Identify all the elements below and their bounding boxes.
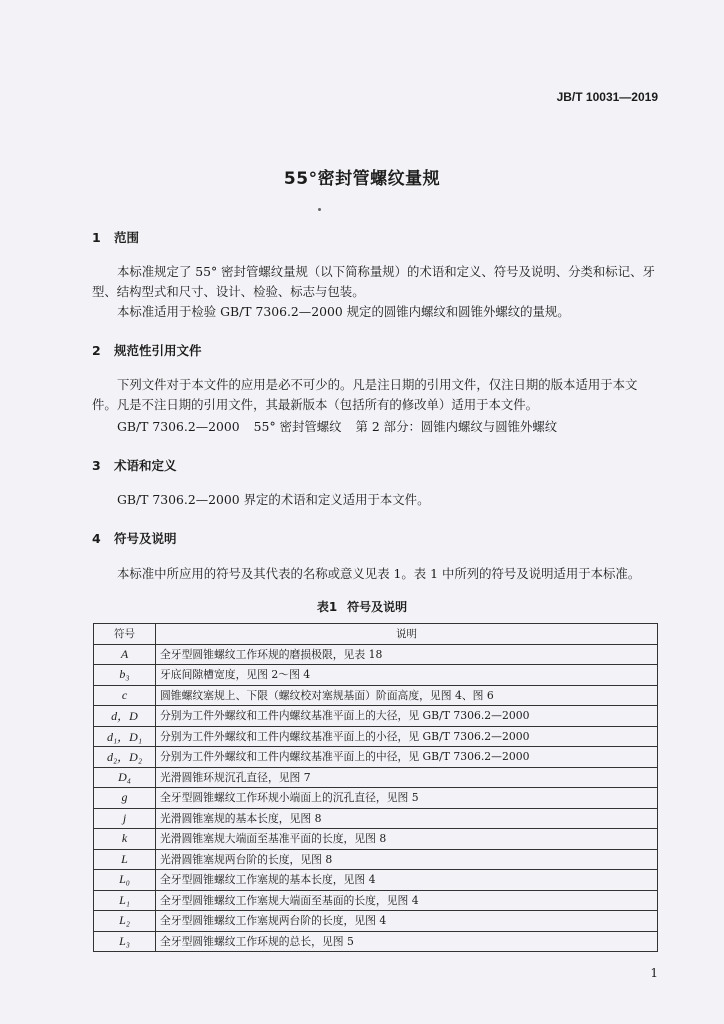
section-heading-2: 2 规范性引用文件 bbox=[92, 343, 202, 358]
symbol-cell: L₃ bbox=[94, 931, 156, 952]
description-cell: 光滑圆锥塞规大端面至基准平面的长度，见图 8 bbox=[156, 829, 658, 850]
document-title: 55°密封管螺纹量规 bbox=[283, 169, 441, 189]
symbol-cell: L₀ bbox=[94, 870, 156, 891]
table-row bbox=[94, 747, 658, 768]
description-cell: 全牙型圆锥螺纹工作塞规的基本长度，见图 4 bbox=[156, 870, 658, 891]
decorative-dot bbox=[318, 208, 321, 211]
table-row bbox=[94, 829, 658, 850]
description-cell: 圆锥螺纹塞规上、下限（螺纹校对塞规基面）阶面高度，见图 4、图 6 bbox=[156, 685, 658, 706]
section-heading-3: 3 术语和定义 bbox=[92, 458, 177, 473]
table-row bbox=[94, 788, 658, 809]
page-number: 1 bbox=[650, 966, 658, 980]
symbol-cell: j bbox=[94, 808, 156, 829]
table-row bbox=[94, 911, 658, 932]
paragraph: 本标准规定了 55° 密封管螺纹量规（以下简称量规）的术语和定义、符号及说明、分类和标记、牙型、结构型式和尺寸、设计、检验、标志与包装。 bbox=[92, 264, 655, 299]
description-cell: 牙底间隙槽宽度，见图 2～图 4 bbox=[156, 665, 658, 686]
table-row bbox=[94, 665, 658, 686]
description-cell: 光滑圆锥环规沉孔直径，见图 7 bbox=[156, 767, 658, 788]
paragraph: 下列文件对于本文件的应用是必不可少的。凡是注日期的引用文件，仅注日期的版本适用于本文件。凡是不注日期的引用文件，其最新版本（包括所有的修改单）适用于本文件。 bbox=[92, 377, 638, 412]
table-row bbox=[94, 767, 658, 788]
description-cell: 光滑圆锥塞规的基本长度，见图 8 bbox=[156, 808, 658, 829]
section-heading-4: 4 符号及说明 bbox=[92, 531, 177, 546]
column-header-symbol: 符号 bbox=[94, 624, 156, 645]
table-row bbox=[94, 644, 658, 665]
description-cell: 全牙型圆锥螺纹工作环规的磨损极限，见表 18 bbox=[156, 644, 658, 665]
symbol-cell: L₁ bbox=[94, 890, 156, 911]
description-cell: 分别为工件外螺纹和工件内螺纹基准平面上的大径，见 GB/T 7306.2—2000 bbox=[156, 706, 658, 727]
table-row bbox=[94, 685, 658, 706]
symbol-cell: c bbox=[94, 685, 156, 706]
description-cell: 全牙型圆锥螺纹工作环规的总长，见图 5 bbox=[156, 931, 658, 952]
table-row bbox=[94, 849, 658, 870]
paragraph: 本标准中所应用的符号及其代表的名称或意义见表 1。表 1 中所列的符号及说明适用于本标准。 bbox=[117, 566, 641, 581]
table-caption: 表1 符号及说明 bbox=[316, 600, 408, 614]
symbol-cell: b₃ bbox=[94, 665, 156, 686]
description-cell: 全牙型圆锥螺纹工作环规小端面上的沉孔直径，见图 5 bbox=[156, 788, 658, 809]
table-row bbox=[94, 726, 658, 747]
table-row bbox=[94, 890, 658, 911]
column-header-description: 说明 bbox=[156, 624, 658, 645]
table-row bbox=[94, 931, 658, 952]
standard-code: JB/T 10031—2019 bbox=[556, 90, 658, 104]
symbol-cell: L bbox=[94, 849, 156, 870]
paragraph: 本标准适用于检验 GB/T 7306.2—2000 规定的圆锥内螺纹和圆锥外螺纹的量规。 bbox=[117, 304, 570, 319]
symbol-cell: g bbox=[94, 788, 156, 809]
normative-reference: GB/T 7306.2—2000 55° 密封管螺纹 第 2 部分：圆锥内螺纹与圆锥外螺纹 bbox=[117, 419, 558, 434]
table-row bbox=[94, 870, 658, 891]
symbol-cell: A bbox=[94, 644, 156, 665]
table-header-row bbox=[94, 624, 658, 645]
symbols-table bbox=[93, 623, 658, 952]
symbol-cell: d₂，D₂ bbox=[94, 747, 156, 768]
description-cell: 全牙型圆锥螺纹工作塞规两台阶的长度，见图 4 bbox=[156, 911, 658, 932]
table-row bbox=[94, 706, 658, 727]
symbol-cell: D₄ bbox=[94, 767, 156, 788]
symbol-cell: d，D bbox=[94, 706, 156, 727]
description-cell: 光滑圆锥塞规两台阶的长度，见图 8 bbox=[156, 849, 658, 870]
description-cell: 全牙型圆锥螺纹工作塞规大端面至基面的长度，见图 4 bbox=[156, 890, 658, 911]
description-cell: 分别为工件外螺纹和工件内螺纹基准平面上的中径，见 GB/T 7306.2—2000 bbox=[156, 747, 658, 768]
symbol-cell: d₁，D₁ bbox=[94, 726, 156, 747]
section-heading-1: 1 范围 bbox=[92, 230, 140, 245]
paragraph: GB/T 7306.2—2000 界定的术语和定义适用于本文件。 bbox=[117, 492, 430, 507]
symbol-cell: k bbox=[94, 829, 156, 850]
symbol-cell: L₂ bbox=[94, 911, 156, 932]
description-cell: 分别为工件外螺纹和工件内螺纹基准平面上的小径，见 GB/T 7306.2—2000 bbox=[156, 726, 658, 747]
table-row bbox=[94, 808, 658, 829]
